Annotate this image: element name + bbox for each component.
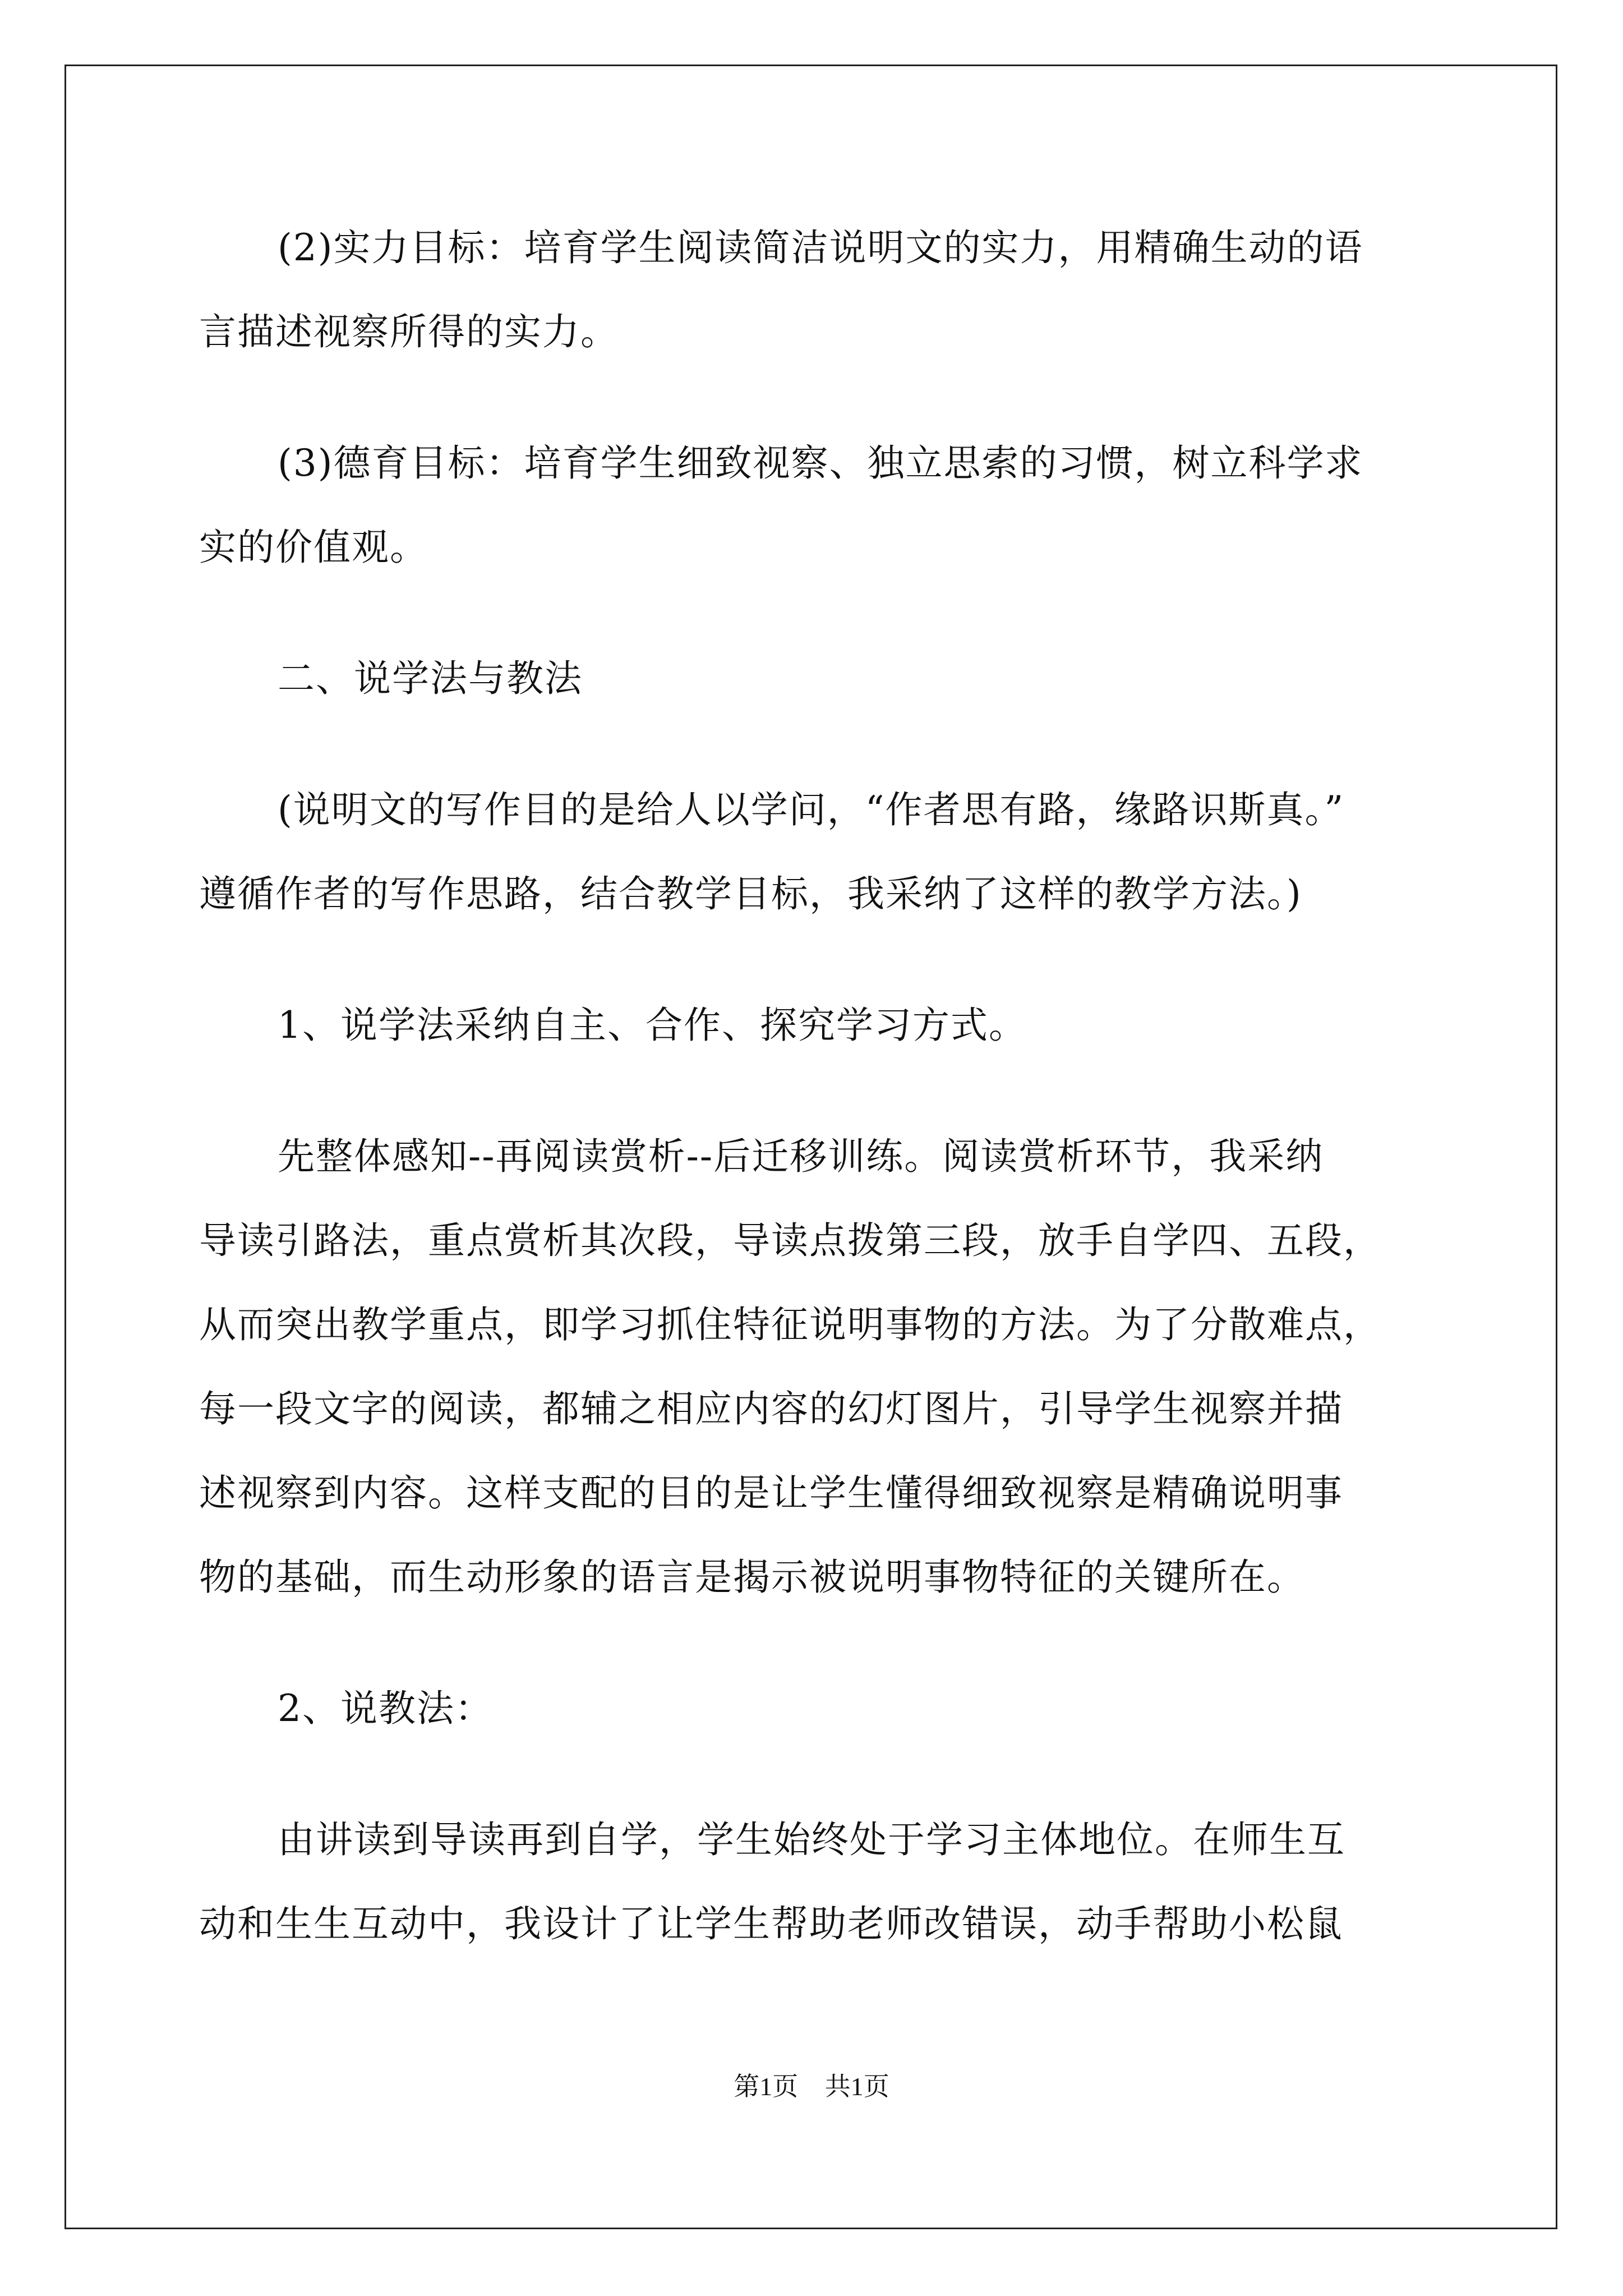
paragraph-line: (3)德育目标：培育学生细致视察、独立思索的习惯，树立科学求 bbox=[278, 441, 1363, 485]
paragraph-line: 述视察到内容。这样支配的目的是让学生懂得细致视察是精确说明事 bbox=[199, 1471, 1343, 1515]
section-heading: 二、说学法与教法 bbox=[278, 657, 583, 700]
subsection-heading: 1、说学法采纳自主、合作、探究学习方式。 bbox=[278, 1004, 1027, 1047]
paragraph-line: 由讲读到导读再到自学，学生始终处于学习主体地位。在师生互 bbox=[278, 1818, 1345, 1861]
paragraph-line: (2)实力目标：培育学生阅读简洁说明文的实力，用精确生动的语 bbox=[278, 226, 1363, 269]
paragraph-line: 从而突出教学重点，即学习抓住特征说明事物的方法。为了分散难点， bbox=[199, 1303, 1381, 1346]
paragraph-line: (说明文的写作目的是给人以学问，“作者思有路，缘路识斯真。” bbox=[278, 788, 1345, 831]
paragraph-line: 遵循作者的写作思路，结合教学目标，我采纳了这样的教学方法。) bbox=[199, 872, 1302, 915]
paragraph-line: 每一段文字的阅读，都辅之相应内容的幻灯图片，引导学生视察并描 bbox=[199, 1387, 1343, 1430]
subsection-heading: 2、说教法： bbox=[278, 1687, 493, 1730]
paragraph-line: 实的价值观。 bbox=[199, 526, 428, 569]
paragraph-line: 先整体感知--再阅读赏析--后迁移训练。阅读赏析环节，我采纳 bbox=[278, 1135, 1324, 1178]
page-number: 第1页 bbox=[734, 2072, 799, 2101]
paragraph-line: 物的基础，而生动形象的语言是揭示被说明事物特征的关键所在。 bbox=[199, 1556, 1305, 1599]
paragraph-line: 言描述视察所得的实力。 bbox=[199, 310, 619, 353]
paragraph-line: 导读引路法，重点赏析其次段，导读点拨第三段，放手自学四、五段， bbox=[199, 1219, 1381, 1262]
page-footer bbox=[0, 2070, 1623, 2104]
page-total: 共1页 bbox=[824, 2072, 889, 2101]
paragraph-line: 动和生生互动中，我设计了让学生帮助老师改错误，动手帮助小松鼠 bbox=[199, 1902, 1343, 1945]
